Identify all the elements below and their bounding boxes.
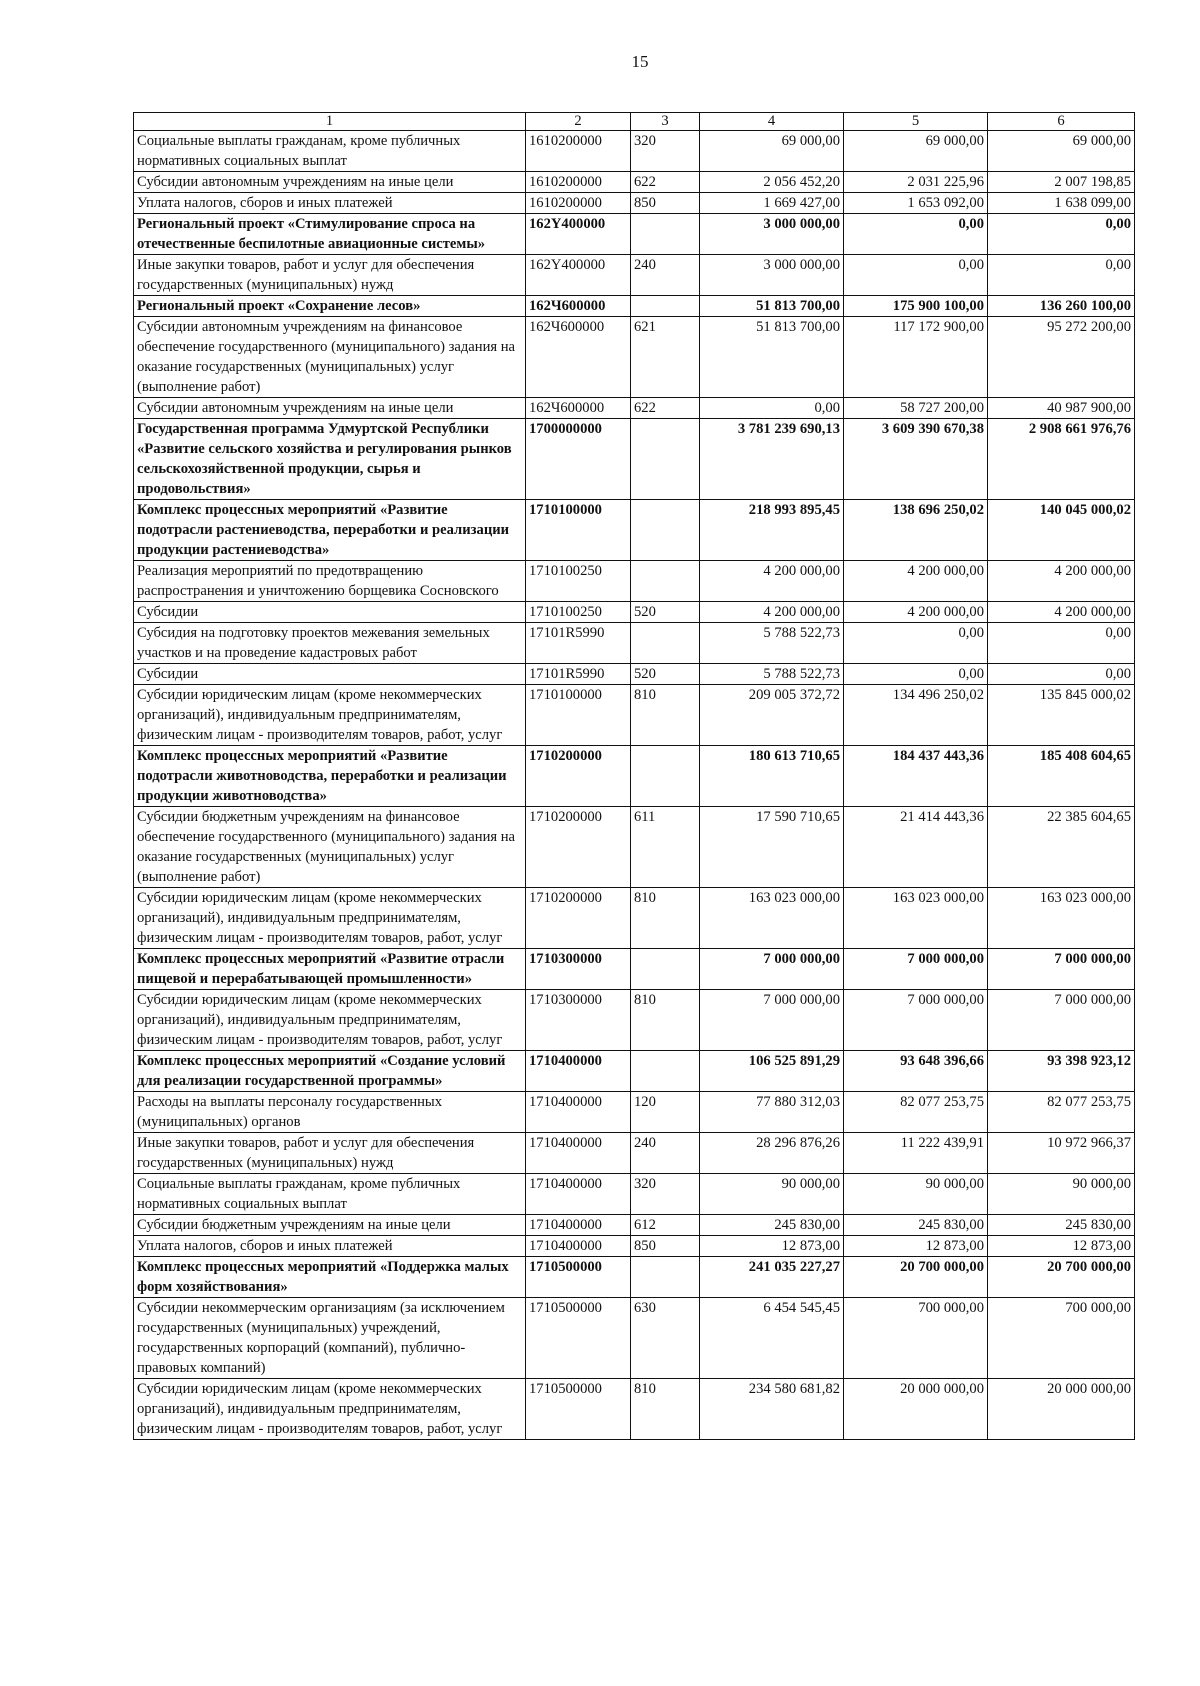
table-row (134, 214, 1135, 255)
row-kvr-cell: 612 (631, 1215, 700, 1236)
row-name-cell: Субсидии (134, 664, 526, 685)
row-kvr-cell (631, 214, 700, 255)
row-kvr-cell: 810 (631, 685, 700, 746)
row-name-cell: Субсидии автономным учреждениям на иные цели (134, 172, 526, 193)
row-value-2026-cell: 20 700 000,00 (844, 1257, 988, 1298)
row-value-2026-cell: 90 000,00 (844, 1174, 988, 1215)
row-value-2026-cell: 245 830,00 (844, 1215, 988, 1236)
row-value-2027-cell: 22 385 604,65 (988, 807, 1135, 888)
row-code-cell: 1700000000 (526, 419, 631, 500)
table-row (134, 990, 1135, 1051)
row-value-2025-cell: 51 813 700,00 (700, 296, 844, 317)
row-value-2027-cell: 93 398 923,12 (988, 1051, 1135, 1092)
row-code-cell: 17101R5990 (526, 664, 631, 685)
row-value-2027-cell: 700 000,00 (988, 1298, 1135, 1379)
row-value-2027-cell: 2 908 661 976,76 (988, 419, 1135, 500)
row-value-2026-cell: 1 653 092,00 (844, 193, 988, 214)
row-name-cell: Расходы на выплаты персоналу государственных (муниципальных) органов (134, 1092, 526, 1133)
row-value-2027-cell: 95 272 200,00 (988, 317, 1135, 398)
row-value-2027-cell: 2 007 198,85 (988, 172, 1135, 193)
row-name-cell: Комплекс процессных мероприятий «Развитие отрасли пищевой и перерабатывающей промышленности» (134, 949, 526, 990)
row-name-cell: Субсидии юридическим лицам (кроме некоммерческих организаций), индивидуальным предпринимателям, физическим лицам - производителям товаров, работ, услуг (134, 685, 526, 746)
row-value-2025-cell: 4 200 000,00 (700, 561, 844, 602)
table-row (134, 296, 1135, 317)
row-value-2026-cell: 700 000,00 (844, 1298, 988, 1379)
row-kvr-cell: 611 (631, 807, 700, 888)
row-kvr-cell: 621 (631, 317, 700, 398)
row-code-cell: 162Y400000 (526, 255, 631, 296)
row-code-cell: 1710100000 (526, 500, 631, 561)
row-value-2027-cell: 40 987 900,00 (988, 398, 1135, 419)
table-row (134, 193, 1135, 214)
row-name-cell: Субсидии бюджетным учреждениям на финансовое обеспечение государственного (муниципального) задания на оказание государственных (муниципальных) услуг (выполнение работ) (134, 807, 526, 888)
row-value-2027-cell: 135 845 000,02 (988, 685, 1135, 746)
row-value-2027-cell: 1 638 099,00 (988, 193, 1135, 214)
row-code-cell: 1610200000 (526, 131, 631, 172)
row-code-cell: 1610200000 (526, 172, 631, 193)
row-value-2026-cell: 93 648 396,66 (844, 1051, 988, 1092)
row-value-2027-cell: 0,00 (988, 255, 1135, 296)
row-value-2026-cell: 4 200 000,00 (844, 602, 988, 623)
row-value-2025-cell: 69 000,00 (700, 131, 844, 172)
column-header: 1 (134, 113, 526, 131)
row-kvr-cell: 520 (631, 664, 700, 685)
row-kvr-cell (631, 1257, 700, 1298)
table-row (134, 1298, 1135, 1379)
row-kvr-cell (631, 623, 700, 664)
row-code-cell: 162Ч600000 (526, 317, 631, 398)
row-value-2025-cell: 90 000,00 (700, 1174, 844, 1215)
table-row (134, 131, 1135, 172)
row-value-2027-cell: 245 830,00 (988, 1215, 1135, 1236)
table-row (134, 1051, 1135, 1092)
row-value-2026-cell: 4 200 000,00 (844, 561, 988, 602)
table-row (134, 664, 1135, 685)
row-value-2025-cell: 106 525 891,29 (700, 1051, 844, 1092)
row-value-2026-cell: 58 727 200,00 (844, 398, 988, 419)
table-row (134, 255, 1135, 296)
row-value-2025-cell: 3 000 000,00 (700, 255, 844, 296)
row-name-cell: Комплекс процессных мероприятий «Поддержка малых форм хозяйствования» (134, 1257, 526, 1298)
row-value-2027-cell: 0,00 (988, 664, 1135, 685)
row-value-2026-cell: 82 077 253,75 (844, 1092, 988, 1133)
table-row (134, 1215, 1135, 1236)
row-name-cell: Реализация мероприятий по предотвращению распространения и уничтожению борщевика Сосновского (134, 561, 526, 602)
row-value-2025-cell: 5 788 522,73 (700, 664, 844, 685)
row-value-2025-cell: 7 000 000,00 (700, 949, 844, 990)
column-header: 3 (631, 113, 700, 131)
table-row (134, 1236, 1135, 1257)
row-name-cell: Субсидии бюджетным учреждениям на иные цели (134, 1215, 526, 1236)
row-code-cell: 1710300000 (526, 990, 631, 1051)
row-value-2025-cell: 0,00 (700, 398, 844, 419)
row-value-2027-cell: 7 000 000,00 (988, 990, 1135, 1051)
row-code-cell: 17101R5990 (526, 623, 631, 664)
row-name-cell: Социальные выплаты гражданам, кроме публичных нормативных социальных выплат (134, 131, 526, 172)
row-kvr-cell (631, 746, 700, 807)
row-value-2026-cell: 175 900 100,00 (844, 296, 988, 317)
table-row (134, 1257, 1135, 1298)
row-value-2027-cell: 10 972 966,37 (988, 1133, 1135, 1174)
row-value-2025-cell: 6 454 545,45 (700, 1298, 844, 1379)
row-code-cell: 1710500000 (526, 1257, 631, 1298)
row-kvr-cell: 810 (631, 1379, 700, 1440)
row-kvr-cell: 810 (631, 888, 700, 949)
row-value-2026-cell: 184 437 443,36 (844, 746, 988, 807)
row-kvr-cell (631, 500, 700, 561)
row-value-2027-cell: 20 700 000,00 (988, 1257, 1135, 1298)
row-value-2027-cell: 20 000 000,00 (988, 1379, 1135, 1440)
row-value-2027-cell: 0,00 (988, 214, 1135, 255)
row-value-2026-cell: 117 172 900,00 (844, 317, 988, 398)
row-name-cell: Субсидии юридическим лицам (кроме некоммерческих организаций), индивидуальным предпринимателям, физическим лицам - производителям товаров, работ, услуг (134, 990, 526, 1051)
column-header: 6 (988, 113, 1135, 131)
row-name-cell: Иные закупки товаров, работ и услуг для обеспечения государственных (муниципальных) нужд (134, 255, 526, 296)
row-kvr-cell: 810 (631, 990, 700, 1051)
table-row (134, 1379, 1135, 1440)
row-value-2027-cell: 82 077 253,75 (988, 1092, 1135, 1133)
row-code-cell: 1710100000 (526, 685, 631, 746)
row-kvr-cell (631, 1051, 700, 1092)
row-value-2025-cell: 1 669 427,00 (700, 193, 844, 214)
row-code-cell: 162Y400000 (526, 214, 631, 255)
row-name-cell: Комплекс процессных мероприятий «Развитие подотрасли растениеводства, переработки и реализации продукции растениеводства» (134, 500, 526, 561)
row-name-cell: Уплата налогов, сборов и иных платежей (134, 1236, 526, 1257)
row-value-2025-cell: 163 023 000,00 (700, 888, 844, 949)
row-value-2026-cell: 7 000 000,00 (844, 990, 988, 1051)
row-value-2025-cell: 209 005 372,72 (700, 685, 844, 746)
table-row (134, 398, 1135, 419)
row-code-cell: 1710200000 (526, 888, 631, 949)
row-kvr-cell (631, 561, 700, 602)
row-value-2027-cell: 163 023 000,00 (988, 888, 1135, 949)
row-value-2027-cell: 4 200 000,00 (988, 602, 1135, 623)
row-kvr-cell: 630 (631, 1298, 700, 1379)
row-kvr-cell: 520 (631, 602, 700, 623)
row-kvr-cell (631, 419, 700, 500)
row-name-cell: Субсидии юридическим лицам (кроме некоммерческих организаций), индивидуальным предпринимателям, физическим лицам - производителям товаров, работ, услуг (134, 888, 526, 949)
row-code-cell: 1710200000 (526, 746, 631, 807)
row-kvr-cell: 320 (631, 1174, 700, 1215)
row-code-cell: 1710500000 (526, 1379, 631, 1440)
row-name-cell: Комплекс процессных мероприятий «Развитие подотрасли животноводства, переработки и реализации продукции животноводства» (134, 746, 526, 807)
row-value-2027-cell: 185 408 604,65 (988, 746, 1135, 807)
row-code-cell: 1710300000 (526, 949, 631, 990)
table-row (134, 1174, 1135, 1215)
row-value-2025-cell: 77 880 312,03 (700, 1092, 844, 1133)
row-value-2025-cell: 28 296 876,26 (700, 1133, 844, 1174)
table-row (134, 807, 1135, 888)
column-header: 2 (526, 113, 631, 131)
row-code-cell: 1710400000 (526, 1051, 631, 1092)
row-value-2025-cell: 245 830,00 (700, 1215, 844, 1236)
row-value-2025-cell: 234 580 681,82 (700, 1379, 844, 1440)
row-name-cell: Уплата налогов, сборов и иных платежей (134, 193, 526, 214)
row-name-cell: Субсидия на подготовку проектов межевания земельных участков и на проведение кадастровых работ (134, 623, 526, 664)
column-header: 5 (844, 113, 988, 131)
row-code-cell: 1710500000 (526, 1298, 631, 1379)
row-value-2025-cell: 12 873,00 (700, 1236, 844, 1257)
row-kvr-cell: 320 (631, 131, 700, 172)
row-code-cell: 1710400000 (526, 1236, 631, 1257)
row-value-2025-cell: 2 056 452,20 (700, 172, 844, 193)
row-value-2026-cell: 20 000 000,00 (844, 1379, 988, 1440)
row-value-2026-cell: 3 609 390 670,38 (844, 419, 988, 500)
row-value-2026-cell: 2 031 225,96 (844, 172, 988, 193)
row-value-2026-cell: 7 000 000,00 (844, 949, 988, 990)
row-code-cell: 1710400000 (526, 1215, 631, 1236)
row-value-2025-cell: 17 590 710,65 (700, 807, 844, 888)
row-code-cell: 1710400000 (526, 1174, 631, 1215)
row-value-2025-cell: 7 000 000,00 (700, 990, 844, 1051)
table-header-row (134, 113, 1135, 131)
row-value-2027-cell: 69 000,00 (988, 131, 1135, 172)
row-kvr-cell (631, 296, 700, 317)
row-kvr-cell: 622 (631, 172, 700, 193)
row-value-2025-cell: 3 781 239 690,13 (700, 419, 844, 500)
row-name-cell: Комплекс процессных мероприятий «Создание условий для реализации государственной программы» (134, 1051, 526, 1092)
row-name-cell: Субсидии автономным учреждениям на финансовое обеспечение государственного (муниципального) задания на оказание государственных (муниципальных) услуг (выполнение работ) (134, 317, 526, 398)
row-value-2026-cell: 0,00 (844, 255, 988, 296)
row-kvr-cell: 120 (631, 1092, 700, 1133)
row-value-2025-cell: 51 813 700,00 (700, 317, 844, 398)
row-value-2025-cell: 241 035 227,27 (700, 1257, 844, 1298)
page-number: 15 (631, 52, 649, 71)
row-value-2025-cell: 180 613 710,65 (700, 746, 844, 807)
row-value-2026-cell: 0,00 (844, 664, 988, 685)
row-name-cell: Региональный проект «Сохранение лесов» (134, 296, 526, 317)
row-kvr-cell: 622 (631, 398, 700, 419)
row-value-2026-cell: 11 222 439,91 (844, 1133, 988, 1174)
row-name-cell: Региональный проект «Стимулирование спроса на отечественные беспилотные авиационные системы» (134, 214, 526, 255)
row-name-cell: Субсидии автономным учреждениям на иные цели (134, 398, 526, 419)
row-code-cell: 1710400000 (526, 1092, 631, 1133)
budget-table (133, 112, 1135, 1440)
table-row (134, 419, 1135, 500)
row-name-cell: Социальные выплаты гражданам, кроме публичных нормативных социальных выплат (134, 1174, 526, 1215)
table-row (134, 317, 1135, 398)
row-value-2027-cell: 7 000 000,00 (988, 949, 1135, 990)
row-value-2027-cell: 4 200 000,00 (988, 561, 1135, 602)
row-kvr-cell (631, 949, 700, 990)
table-row (134, 172, 1135, 193)
row-value-2025-cell: 5 788 522,73 (700, 623, 844, 664)
row-value-2026-cell: 69 000,00 (844, 131, 988, 172)
row-name-cell: Субсидии юридическим лицам (кроме некоммерческих организаций), индивидуальным предпринимателям, физическим лицам - производителям товаров, работ, услуг (134, 1379, 526, 1440)
row-kvr-cell: 240 (631, 1133, 700, 1174)
row-value-2027-cell: 140 045 000,02 (988, 500, 1135, 561)
row-value-2025-cell: 3 000 000,00 (700, 214, 844, 255)
row-name-cell: Иные закупки товаров, работ и услуг для обеспечения государственных (муниципальных) нужд (134, 1133, 526, 1174)
row-value-2026-cell: 21 414 443,36 (844, 807, 988, 888)
row-code-cell: 1710200000 (526, 807, 631, 888)
row-code-cell: 1710100250 (526, 602, 631, 623)
row-value-2025-cell: 218 993 895,45 (700, 500, 844, 561)
row-code-cell: 162Ч600000 (526, 296, 631, 317)
table-row (134, 746, 1135, 807)
row-kvr-cell: 850 (631, 193, 700, 214)
row-value-2027-cell: 136 260 100,00 (988, 296, 1135, 317)
row-value-2026-cell: 0,00 (844, 214, 988, 255)
row-value-2026-cell: 134 496 250,02 (844, 685, 988, 746)
table-row (134, 1133, 1135, 1174)
table-body (134, 113, 1135, 1440)
table-row (134, 623, 1135, 664)
row-value-2026-cell: 12 873,00 (844, 1236, 988, 1257)
row-code-cell: 1610200000 (526, 193, 631, 214)
row-value-2026-cell: 138 696 250,02 (844, 500, 988, 561)
row-code-cell: 1710400000 (526, 1133, 631, 1174)
column-header: 4 (700, 113, 844, 131)
row-value-2025-cell: 4 200 000,00 (700, 602, 844, 623)
row-value-2026-cell: 0,00 (844, 623, 988, 664)
table-row (134, 949, 1135, 990)
row-kvr-cell: 240 (631, 255, 700, 296)
row-value-2027-cell: 90 000,00 (988, 1174, 1135, 1215)
table-row (134, 500, 1135, 561)
row-kvr-cell: 850 (631, 1236, 700, 1257)
row-code-cell: 1710100250 (526, 561, 631, 602)
row-name-cell: Субсидии некоммерческим организациям (за исключением государственных (муниципальных) учреждений, государственных корпораций (компаний), публично-правовых компаний) (134, 1298, 526, 1379)
table-row (134, 561, 1135, 602)
row-name-cell: Государственная программа Удмуртской Республики «Развитие сельского хозяйства и регулирования рынков сельскохозяйственной продукции, сырья и продовольствия» (134, 419, 526, 500)
table-row (134, 888, 1135, 949)
row-value-2026-cell: 163 023 000,00 (844, 888, 988, 949)
row-name-cell: Субсидии (134, 602, 526, 623)
row-code-cell: 162Ч600000 (526, 398, 631, 419)
table-row (134, 1092, 1135, 1133)
row-value-2027-cell: 0,00 (988, 623, 1135, 664)
table-row (134, 602, 1135, 623)
table-row (134, 685, 1135, 746)
row-value-2027-cell: 12 873,00 (988, 1236, 1135, 1257)
